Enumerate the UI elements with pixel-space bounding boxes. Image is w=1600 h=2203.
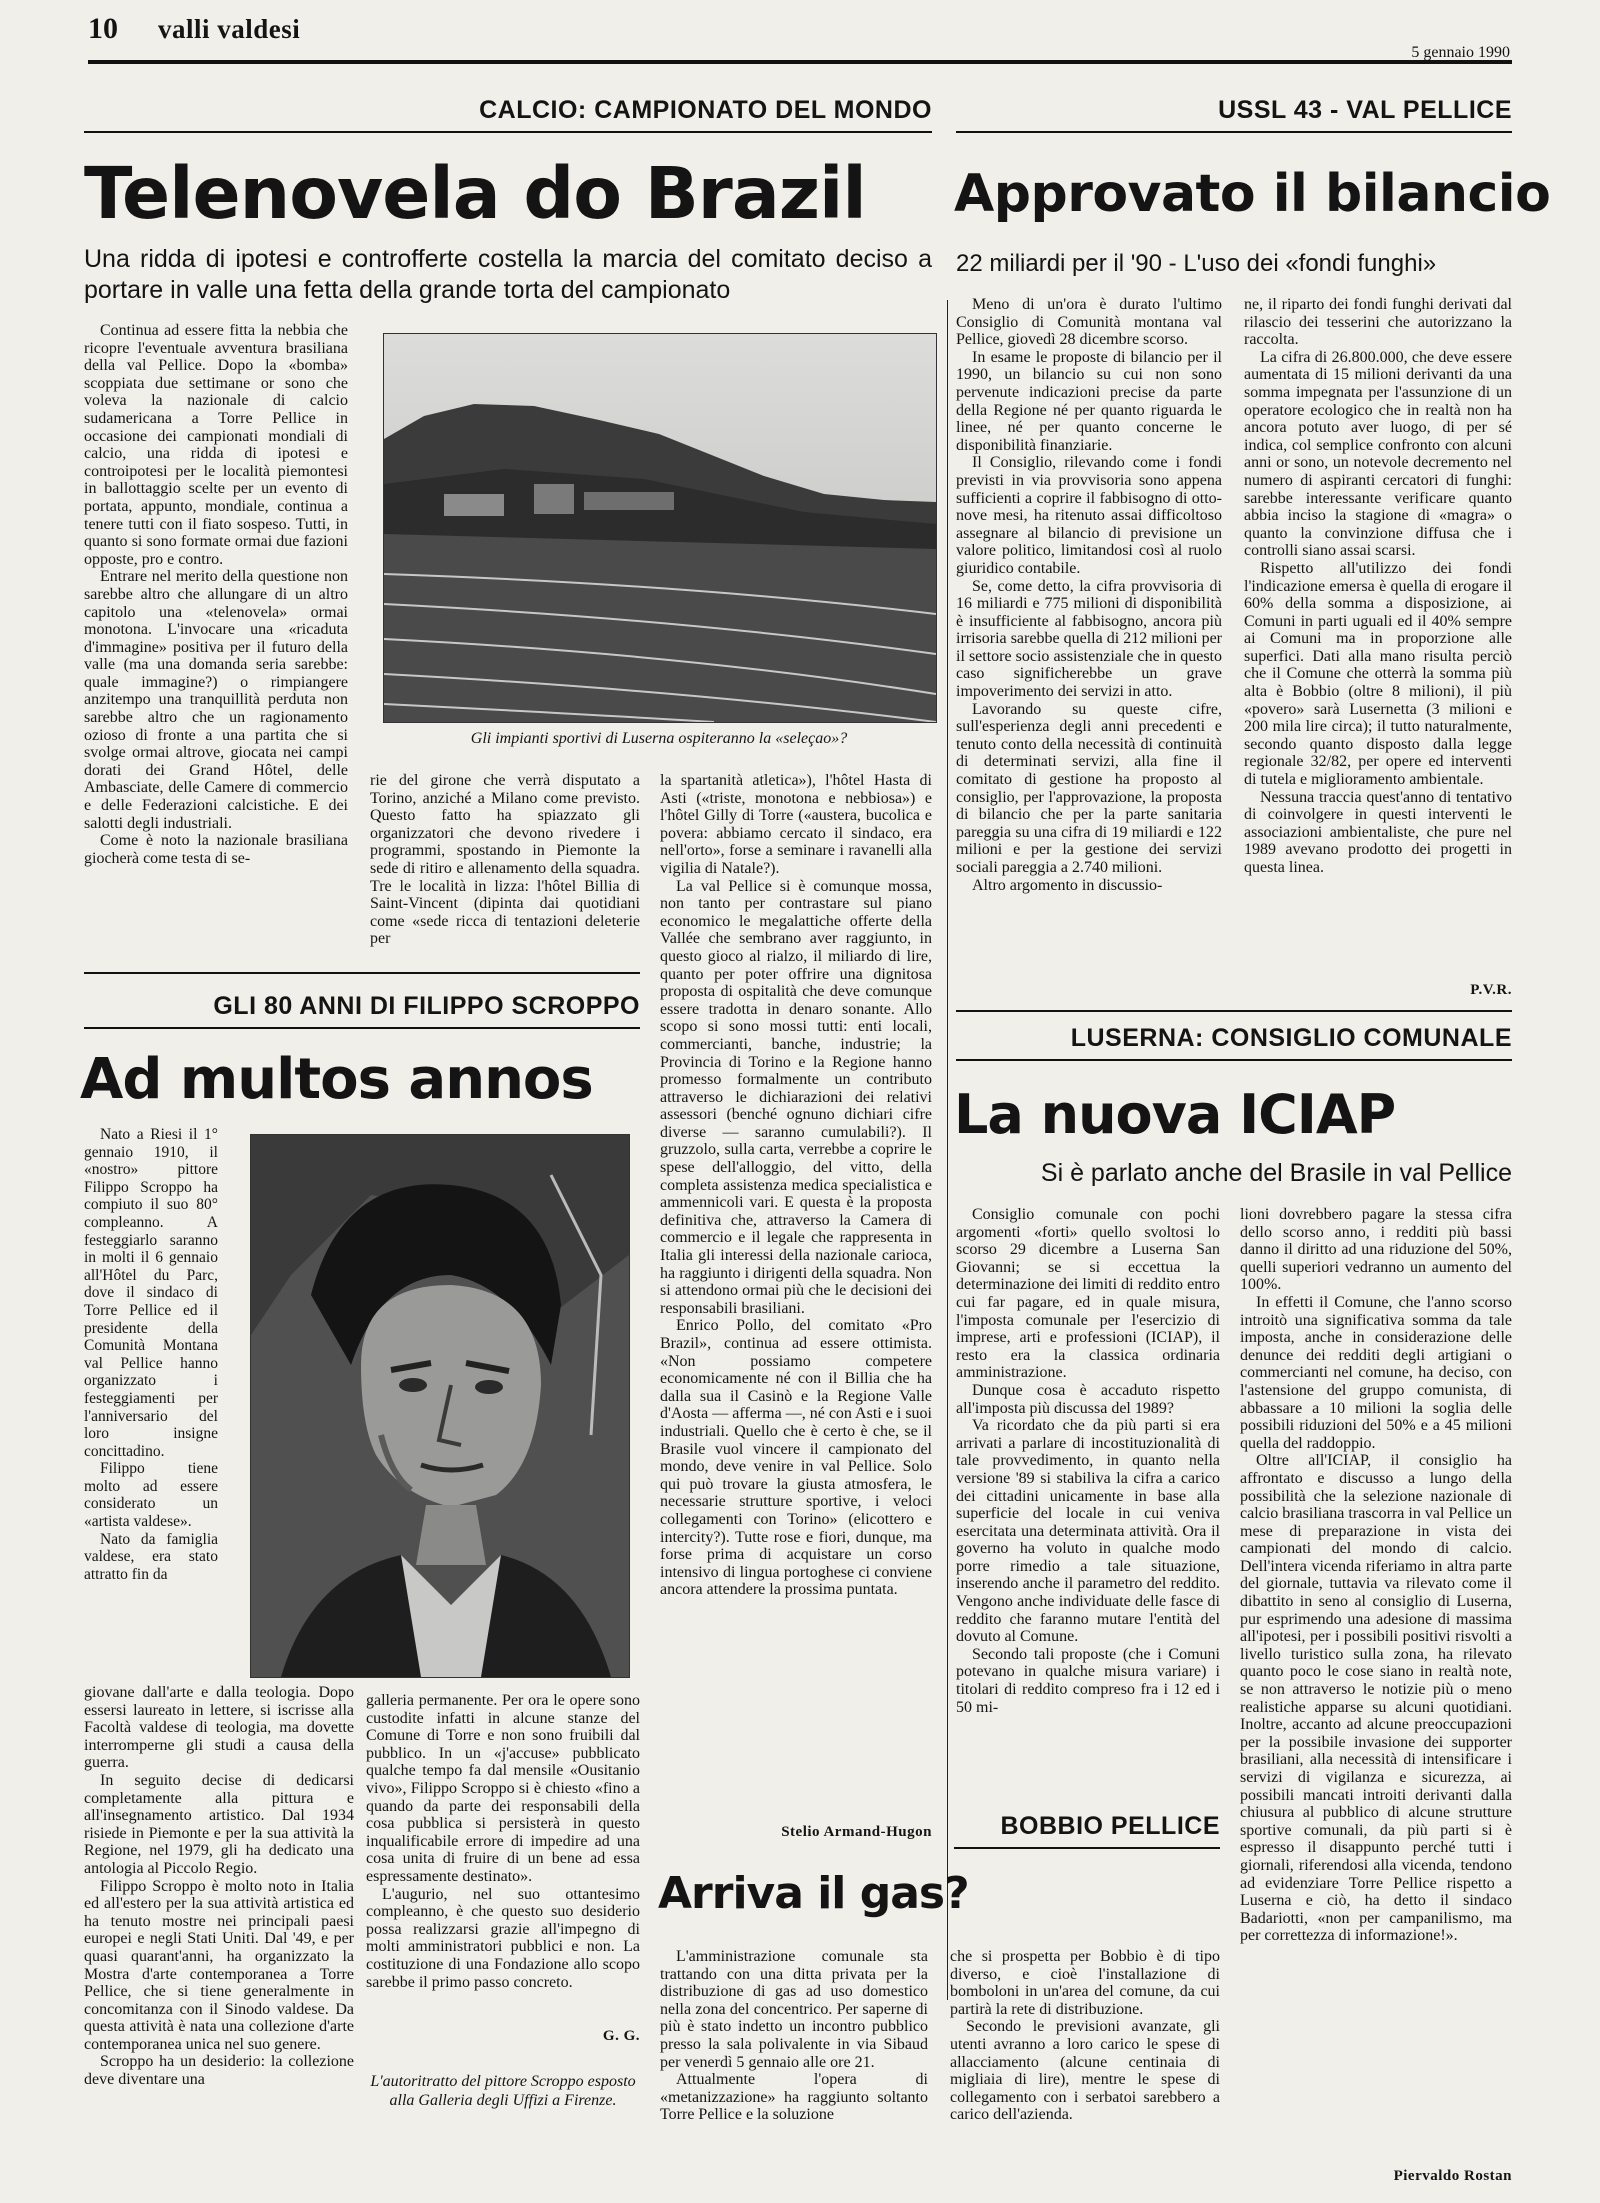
sports-ground-photo (383, 333, 937, 723)
sports-ground-image (384, 334, 936, 722)
scroppo-kicker: GLI 80 ANNI DI FILIPPO SCROPPO (84, 992, 640, 1029)
page-number: 10 (88, 12, 118, 45)
bilancio-signature: P.V.R. (1470, 982, 1512, 998)
iciap-column-2: lioni dovrebbero pagare la stessa cifra dello scorso anno, i redditi più bassi danno il diritto ad una riduzione del 50%, quelli superiori vedranno un aumento del 100%. In effetti il Comune, che l'anno scorso introitò una significativa somma da tale imposta, anche in considerazione delle denunce dei redditi degli artigiani o commercianti nel comune, ha deciso, con l'astensione del gruppo comunista, di abbassare a 10 milioni la soglia delle possibili riduzioni del 50% e a 45 milioni quella del raddoppio. Oltre all'ICIAP, il consiglio ha affrontato e discusso a lungo della possibilità che la selezione nazionale di calcio brasiliana trascorra in val Pellice un mese di preparazione in vista dei campionati del mondo di calcio. Dell'intera vicenda riferiamo in altra parte del giornale, tuttavia va rilevato come il dibattito in seno al consiglio di Luserna, pur esprimendo una adesione di massima all'ipotesi, per i possibili positivi risvolti a livello turistico sulla zona, ha rilevato quanto poco le cose siano in realtà note, se non attraverso le notizie più o meno realistiche apparse su alcuni quotidiani. Inoltre, accanto ad alcune preoccupazioni per la possibile invasione dei supporter brasiliani, alla necessità di intensificare i servizi di vigilanza e sicurezza, ai possibili mancati introiti derivanti dalla chiusura al pubblico di alcune strutture sportive comunali, da più parti si è espresso il disappunto perché tutti i giornali, riferendosi alla vicenda, tendono ad evidenziare Torre Pellice rispetto a Luserna e ciò, ha detto il sindaco Badariotti, «non per campanilismo, ma per correttezza di informazione!». (1240, 1206, 1512, 1945)
portrait-image (251, 1135, 629, 1677)
masthead-rule (88, 60, 1512, 64)
calcio-signature: Stelio Armand-Hugon (781, 1824, 932, 1840)
scroppo-signature: G. G. (602, 2028, 640, 2044)
calcio-subtitle: Una ridda di ipotesi e controfferte costella la marcia del comitato deciso a portare in valle una fetta della grande torta del campionato (84, 245, 932, 304)
column-separator (947, 300, 948, 2000)
scroppo-self-portrait (250, 1134, 630, 1678)
iciap-headline: La nuova ICIAP (954, 1083, 1396, 1146)
bilancio-column-2: ne, il riparto dei fondi funghi derivati dal rilascio dei tesserini che autorizzano la raccolta. La cifra di 26.800.000, che deve essere aumentata di 15 milioni derivanti da una somma impegnata per l'assunzione di un operatore ecologico che in realtà non ha ancora potuto aver luogo, di per sé indica, col semplice confronto con alcuni anni or sono, un notevole decremento nel numero di aspiranti cercatori di funghi: sarebbe interessante verificare quanto abbia inciso la stagione di «magra» o quanto la convinzione diffusa che i controlli siano assai scarsi. Rispetto all'utilizzo dei fondi l'indicazione emersa è quella di erogare il 60% della somma a disposizione, ai Comuni in parti uguali ed il 40% sempre ai Comuni ma in proporzione alle superfici. Dati alla mano risulta perciò che il Comune che otterrà la somma più alta è Bobbio (oltre 8 milioni), il più «povero» sarà Lusernetta (3 milioni e 200 mila lire circa); il tutto naturalmente, secondo quanto disposto dalla legge regionale 32/82, per opere ed interventi di tutela e miglioramento ambientale. Nessuna traccia quest'anno di tentativo di coinvolgere in questi interventi le associazioni ambientaliste, che pure nel 1989 avevano prodotto dei progetti in questa linea. (1244, 296, 1512, 876)
calcio-photo-caption: Gli impianti sportivi di Luserna ospiteranno la «seleçao»? (470, 730, 848, 747)
newspaper-name: valli valdesi (158, 14, 301, 44)
calcio-column-3: la spartanità atletica»), l'hôtel Hasta di Asti («triste, monotona e nebbiosa») e l'hôtel Gilly di Torre («austera, bucolica e povera: abbiamo cercato il sindaco, era nell'orto», forse a seminare i ravanelli alla vigilia di Natale?). La val Pellice si è comunque mossa, non tanto per contrastare sul piano economico le megalattiche offerte della Vallée che sembrano aver raggiunto, in questo gioco al rialzo, il miliardo di lire, quanto per poter offrire una dignitosa proposta di ospitalità che deve comunque essere tradotta in denaro sonante. Allo scopo si sono mossi tutti: enti locali, commercianti, banche, industrie; la Provincia di Torino e la Regione hanno promesso formalmente un contributo attraverso le dichiarazioni dei relativi assessori (benché ognuno dichiari cifre diverse — saranno cumulabili?). Il gruzzolo, sulla carta, verrebbe a coprire le spese dell'alloggio, del vitto, della completa assistenza medica specialistica e ammennicoli vari. E questa è la proposta definitiva che, attraverso la Camera di commercio e il legale che rappresenta in Italia gli interessi della nazionale carioca, ha raggiunto i dirigenti della squadra. Non si attendono ormai più che le decisioni dei responsabili brasiliani. Enrico Pollo, del comitato «Pro Brazil», continua ad essere ottimista. «Non possiamo competere economicamente né con il Billia che ha dalla sua il Casinò e la Regione Valle d'Aosta — afferma —, né con Asti e i suoi industriali. Quello che è certo è che, se il Brasile vuol vincere il campionato del mondo, deve venire in val Pellice. Solo qui può trovare la giusta atmosfera, le necessarie strutture sportive, i veloci collegamenti con Torino» (elicottero e intercity?). Tutte rose e fiori, dunque, ma forse prima di acquistare un corso intensivo di lingua portoghese ci conviene ancora attendere la prossima puntata. (660, 772, 932, 1599)
iciap-signature: Piervaldo Rostan (1393, 2168, 1512, 2184)
scroppo-portrait-caption: L'autoritratto del pittore Scroppo esposto alla Galleria degli Uffizi a Firenze. (370, 2073, 636, 2109)
scroppo-column-1: giovane dall'arte e dalla teologia. Dopo essersi laureato in lettere, si iscrisse alla Facoltà valdese di teologia, ma dovette interromperne gli studi a causa della guerra. In seguito decise di dedicarsi completamente alla pittura e all'insegnamento artistico. Dal 1934 risiede in Piemonte e per la sua attività la Regione, nel 1979, gli ha dedicato una antologia al Piccolo Regio. Filippo Scroppo è molto noto in Italia ed all'estero per la sua attività artistica ed ha tenuto mostre nei principali paesi europei e negli Stati Uniti. Dal '49, e per quasi quarant'anni, ha organizzato la Mostra d'arte contemporanea a Torre Pellice, che si tiene generalmente in concomitanza con il Sinodo valdese. Da questa attività è nata una collezione d'arte contemporanea unica nel suo genere. Scroppo ha un desiderio: la collezione deve diventare una (84, 1684, 354, 2089)
issue-date: 5 gennaio 1990 (1411, 44, 1510, 61)
bilancio-kicker: USSL 43 - VAL PELLICE (956, 96, 1512, 133)
calcio-headline: Telenovela do Brazil (84, 152, 866, 235)
iciap-subtitle: Si è parlato anche del Brasile in val Pellice (1040, 1159, 1512, 1187)
bilancio-headline: Approvato il bilancio (954, 164, 1551, 224)
gas-kicker: BOBBIO PELLICE (954, 1812, 1220, 1849)
gas-headline: Arriva il gas? (658, 1868, 969, 1919)
iciap-top-rule (956, 1010, 1512, 1012)
calcio-kicker: CALCIO: CAMPIONATO DEL MONDO (84, 96, 932, 133)
scroppo-top-rule (84, 972, 640, 974)
iciap-kicker: LUSERNA: CONSIGLIO COMUNALE (956, 1024, 1512, 1061)
calcio-column-2: rie del girone che verrà disputato a Torino, anziché a Milano come previsto. Questo fatto ha spiazzato gli organizzatori che devono rivedere i programmi, spostando in Piemonte la sede di ritiro e allenamento della squadra. Tre le località in lizza: l'hôtel Billia di Saint-Vincent (dipinta dai quotidiani come «sede ricca di tentazioni deleterie per (370, 772, 640, 948)
calcio-column-1: Continua ad essere fitta la nebbia che ricopre l'eventuale avventura brasiliana della val Pellice. Dopo la «bomba» scoppiata due settimane or sono che voleva la nazionale di calcio sudamericana a Torre Pellice in occasione dei campionati mondiali di calcio, una ridda di ipotesi e controipotesi per le località piemontesi in ballottaggio scelte per un evento di portata, appunto, mondiale, continua a tenere tutti con il fiato sospeso. Tutti, in quanto si sono formate ormai due fazioni opposte, pro e contro. Entrare nel merito della questione non sarebbe altro che allungare di un altro capitolo una «telenovela» ormai monotona. L'invocare una «ricaduta d'immagine» positiva per il futuro della valle (ma una domanda seria sarebbe: quale immagine?) o rimpiangere anzitempo una tranquillità perduta non sarebbe altro che un ragionamento ozioso di fronte a una partita che si svolge ormai altrove, giocata nei campi dorati dei Grand Hôtel, delle Ambasciate, delle Camere di commercio e delle Federazioni calcistiche. E dei salotti degli industriali. Come è noto la nazionale brasiliana giocherà come testa di se- (84, 322, 348, 867)
gas-column-2: che si prospetta per Bobbio è di tipo diverso, e cioè l'installazione di bomboloni in un'area del comune, da cui partirà la rete di distribuzione. Secondo le previsioni avanzate, gli utenti avranno a loro carico le spese di allacciamento (alcune centinaia di migliaia di lire), mentre le spese di collegamento con i serbatoi sarebbero a carico dell'azienda. (950, 1948, 1220, 2124)
scroppo-narrow-column: Nato a Riesi il 1° gennaio 1910, il «nostro» pittore Filippo Scroppo ha compiuto il suo 80° compleanno. A festeggiarlo saranno in molti il 6 gennaio all'Hôtel du Parc, dove il sindaco di Torre Pellice ed il presidente della Comunità Montana val Pellice hanno organizzato i festeggiamenti per l'anniversario del loro insigne concittadino. Filippo tiene molto ad essere considerato un «artista valdese». Nato da famiglia valdese, era stato attratto fin da (84, 1126, 218, 1583)
iciap-column-1: Consiglio comunale con pochi argomenti «forti» quello svoltosi lo scorso 29 dicembre a Luserna San Giovanni; se si eccettua la determinazione dei limiti di reddito entro cui far pagare, ed in quale misura, l'imposta comunale per l'esercizio di imprese, arti e professioni (ICIAP), il resto era la classica ordinaria amministrazione. Dunque cosa è accaduto rispetto all'imposta più discussa del 1989? Va ricordato che da più parti si era arrivati a parlare di incostituzionalità di tale provvedimento, in quanto nella versione '89 si stabiliva la cifra a carico dei cittadini unicamente in base alla superficie del locale in cui veniva esercitata una determinata attività. Ora il governo ha voluto in qualche modo porre rimedio a tale situazione, inserendo anche il parametro del reddito. Vengono anche individuate delle fasce di reddito che faranno mutare l'entità del dovuto al Comune. Secondo tali proposte (che i Comuni potevano in qualche misura variare) i titolari di reddito compreso fra i 12 ed i 50 mi- (956, 1206, 1220, 1716)
bilancio-column-1: Meno di un'ora è durato l'ultimo Consiglio di Comunità montana val Pellice, giovedì 28 dicembre scorso. In esame le proposte di bilancio per il 1990, un bilancio su cui non sono pervenute indicazioni precise da parte della Regione né per quanto riguarda le linee, né per quanto concerne le disponibilità finanziarie. Il Consiglio, rilevando come i fondi previsti in via provvisoria sono appena sufficienti a coprire il fabbisogno di otto-nove mesi, ha ritenuto assai difficoltoso assegnare al bilancio di previsione un valore politico, limitandosi così al ruolo giuridico contabile. Se, come detto, la cifra provvisoria di 16 miliardi e 775 milioni di disponibilità è insufficiente al fabbisogno, ancora più irrisoria sarebbe quella di 212 milioni per il settore socio assistenziale che in questo caso significherebbe un grave impoverimento dei servizi in atto. Lavorando su queste cifre, sull'esperienza degli anni precedenti e tenuto conto della necessità di continuità di determinati servizi, alla fine il comitato di gestione ha proposto al consiglio, per l'approvazione, la proposta di bilancio che per la parte sanitaria pareggia su una cifra di 19 miliardi e 122 milioni e per la gestione dei servizi sociali pareggia a 2.740 milioni. Altro argomento in discussio- (956, 296, 1222, 894)
scroppo-column-2: galleria permanente. Per ora le opere sono custodite infatti in alcune stanze del Comune di Torre e non sono fruibili dal pubblico. In un «j'accuse» pubblicato qualche tempo fa dal mensile «Ousitanio vivo», Filippo Scroppo si è chiesto «fino a quando da parte dei responsabili della cosa pubblica si persisterà in questo inqualificabile errore di impedire ad una cosa unita di fruire di un bene ad essa espressamente destinato». L'augurio, nel suo ottantesimo compleanno, è che questo suo desiderio possa realizzarsi grazie all'impegno di molti amministratori pubblici e non. La costituzione di una Fondazione allo scopo sarebbe il primo passo concreto. (366, 1692, 640, 1991)
bilancio-subtitle: 22 miliardi per il '90 - L'uso dei «fondi funghi» (956, 250, 1437, 277)
gas-column-1: L'amministrazione comunale sta trattando con una ditta privata per la distribuzione di gas ad uso domestico nella zona del concentrico. Per saperne di più è stato indetto un incontro pubblico presso la sala polivalente in via Sibaud per venerdì 5 gennaio alle ore 21. Attualmente l'opera di «metanizzazione» ha raggiunto soltanto Torre Pellice e la soluzione (660, 1948, 928, 2124)
scroppo-headline: Ad multos annos (80, 1047, 593, 1112)
